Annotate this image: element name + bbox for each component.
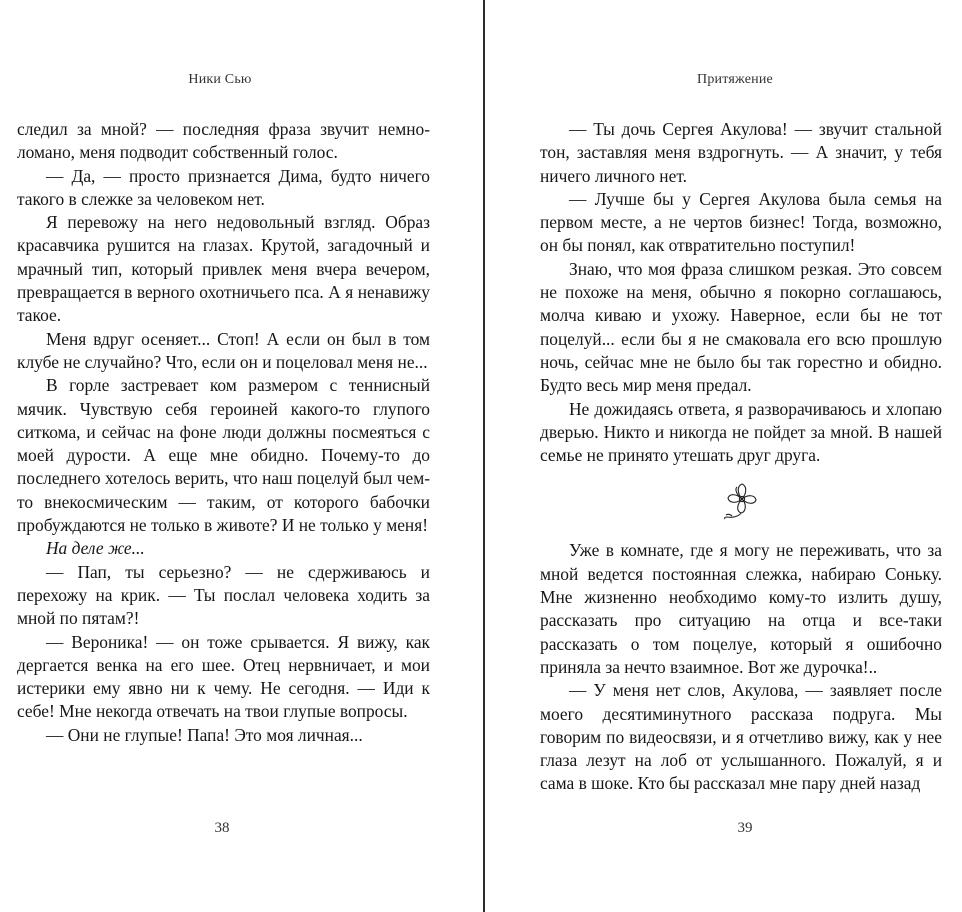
paragraph: — Пап, ты серьезно? — не сдерживаюсь и перехожу на крик. — Ты послал человека ходить за мной по пятам?! [17, 561, 430, 629]
paragraph-italic: На деле же... [46, 538, 145, 559]
paragraph: — У меня нет слов, Акулова, — заявляет после моего десятиминутного рассказа подруга. Мы говорим по видеосвязи, и я отчетливо вижу, как у нее глаза лезут на лоб от услышанного. Пожалуй, я и сама в шоке. Кто бы рассказал мне пару дней назад [540, 680, 942, 794]
running-head-title: Притяжение [697, 72, 773, 87]
right-page-text [540, 118, 942, 796]
paragraph: Знаю, что моя фраза слишком резкая. Это совсем не похоже на меня, обычно я покорно соглашаюсь, молча киваю и ухожу. Наверное, если бы не тот поцелуй... если бы я не смаковала его всю прошлую ночь, сейчас мне не было бы так горестно и обидно. Будто весь мир меня предал. [540, 258, 942, 396]
paragraph: — Вероника! — он тоже срывается. Я вижу, как дергается венка на его шее. Отец нервничает, и мои истерики ему явно ни к чему. Не сегодня. — Иди к себе! Мне некогда отвечать на твои глупые вопросы. [17, 631, 430, 722]
paragraph: Я перевожу на него недовольный взгляд. Образ красавчика рушится на глазах. Крутой, загадочный и мрачный тип, который привлек меня вчера вечером, превращается в верного охотничьего пса. А я ненавижу такое. [17, 212, 430, 326]
scene-break [540, 467, 942, 539]
right-page [485, 0, 962, 912]
paragraph: — Ты дочь Сергея Акулова! — звучит стальной тон, заставляя меня вздрогнуть. — А значит, у тебя ничего личного нет. [540, 119, 942, 186]
paragraph: — Они не глупые! Папа! Это моя личная... [46, 724, 363, 745]
flower-ornament-icon [718, 481, 764, 521]
paragraph: — Да, — просто признается Дима, будто ничего такого в слежке за человеком нет. [17, 165, 430, 209]
left-page-text [17, 118, 430, 747]
paragraph: Уже в комнате, где я могу не переживать, что за мной ведется постоянная слежка, набираю Соньку. Мне жизненно необходимо кому-то излить душу, рассказать про ситуацию на отца и все-таки рассказать о том поцелуе, который я ошибочно приняла за нечто взаимное. Вот же дурочка!.. [540, 540, 942, 677]
page-number-right: 39 [737, 820, 753, 836]
paragraph: Меня вдруг осеняет... Стоп! А если он был в том клубе не случайно? Что, если он и поцеловал меня не... [17, 328, 430, 372]
running-head-author: Ники Сью [188, 72, 252, 87]
paragraph: В горле застревает ком размером с теннисный мячик. Чувствую себя героиней какого-то глупого ситкома, и сейчас на фоне люди должны посмеяться с моей дурости. А еще мне обидно. Почему-то до последнего хотелось верить, что наш поцелуй был чем-то внекосмическим — таким, от которого бабочки пробуждаются не только в животе? И не только у меня! [17, 375, 430, 536]
paragraph: — Лучше бы у Сергея Акулова была семья на первом месте, а не чертов бизнес! Тогда, возможно, он бы понял, как отвратительно поступил! [540, 188, 942, 256]
paragraph: следил за мной? — последняя фраза звучит немно-ломано, меня подводит собственный голос. [17, 119, 430, 163]
page-number-left: 38 [214, 820, 230, 836]
paragraph: Не дожидаясь ответа, я разворачиваюсь и хлопаю дверью. Никто и никогда не пойдет за мной. В нашей семье не принято утешать друг друга. [540, 398, 942, 466]
